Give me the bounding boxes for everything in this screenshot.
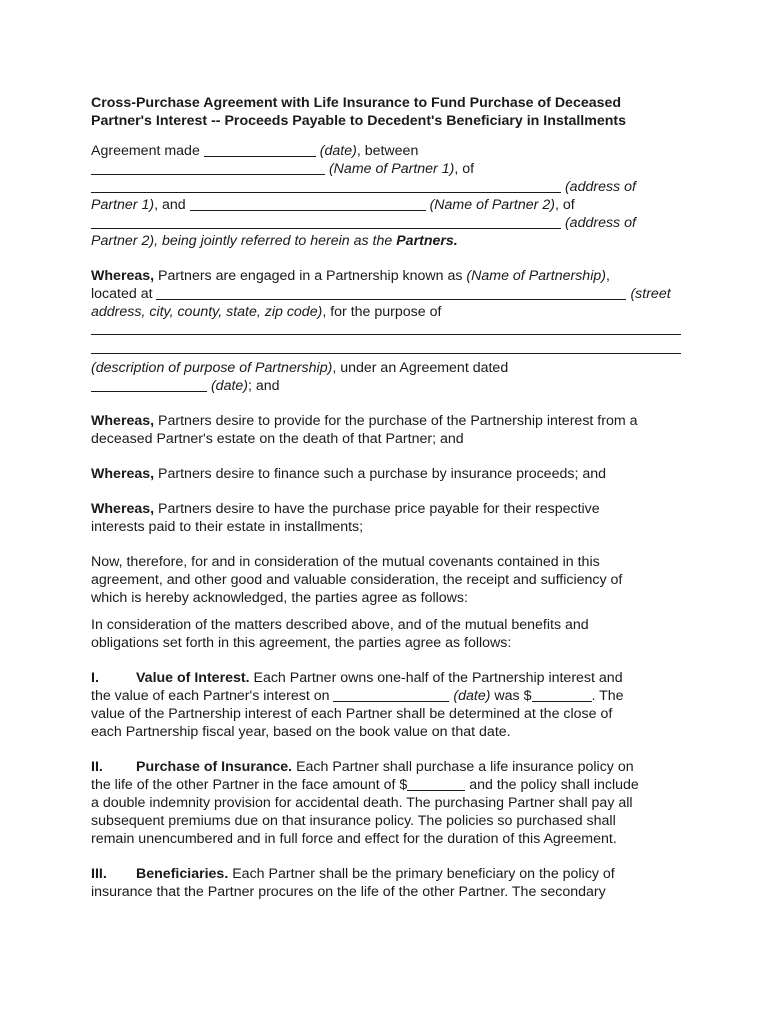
sec2-line-3: a double indemnity provision for accidental death. The purchasing Partner shall pay all xyxy=(91,795,633,811)
partner1-name-label: (Name of Partner 1) xyxy=(328,161,455,177)
address-label: address, city, county, state, zip code) xyxy=(91,304,323,320)
section-number: I. xyxy=(91,670,99,686)
whereas1-line-3 xyxy=(91,303,683,321)
section-number: II. xyxy=(91,759,103,775)
between-text: , between xyxy=(356,143,419,159)
whereas1-line-6 xyxy=(91,359,683,377)
valuation-date-blank[interactable] xyxy=(333,687,449,702)
document-page xyxy=(91,94,683,901)
value-amount-blank[interactable] xyxy=(532,687,592,702)
sec1-text-a: the value of each Partner's interest on xyxy=(91,688,334,704)
intro-line-6 xyxy=(91,232,683,250)
sec3-text: Each Partner shall be the primary beneficiary on the policy of xyxy=(228,866,615,882)
intro-line-2 xyxy=(91,160,683,178)
date-blank[interactable] xyxy=(204,142,316,157)
sec1-text-b: was $ xyxy=(490,688,532,704)
sec1-text: Each Partner owns one-half of the Partnership interest and xyxy=(249,670,623,686)
sec1-line-2 xyxy=(91,687,683,705)
sec2-line-1 xyxy=(91,758,683,776)
agreement-made-text: Agreement made xyxy=(91,143,200,159)
located-at-text: located at xyxy=(91,286,153,302)
whereas-purchase-paragraph xyxy=(91,412,683,448)
whereas1-line-2 xyxy=(91,285,683,303)
now-therefore-line-2: agreement, and other good and valuable consideration, the receipt and sufficiency of xyxy=(91,572,623,588)
sec2-line-5: remain unencumbered and in full force and effect for the duration of this Agreement. xyxy=(91,831,617,847)
sec3-line-1 xyxy=(91,865,683,883)
partner2-jointly-text: Partner 2), being jointly referred to herein as the xyxy=(91,233,393,249)
and-text-2: ; and xyxy=(248,378,280,394)
sec2-text: Each Partner shall purchase a life insurance policy on xyxy=(292,759,634,775)
of-text: , of xyxy=(454,161,475,177)
sec1-text-c: . The xyxy=(591,688,624,704)
for-purpose-text: , for the purpose of xyxy=(322,304,442,320)
section-heading: Value of Interest. xyxy=(136,670,250,686)
sec1-line-3: value of the Partnership interest of each Partner shall be determined at the close of xyxy=(91,706,613,722)
whereas1-line-1 xyxy=(91,267,683,285)
whereas-partnership-paragraph xyxy=(91,267,683,395)
consideration-line-2: obligations set forth in this agreement, the parties agree as follows: xyxy=(91,635,512,651)
partner2-name-blank[interactable] xyxy=(190,196,426,211)
whereas-label: Whereas, xyxy=(91,466,155,482)
whereas2-line-1 xyxy=(91,412,683,430)
valuation-date-label: (date) xyxy=(453,688,491,704)
whereas3-line-1 xyxy=(91,465,683,483)
intro-line-3 xyxy=(91,178,683,196)
consideration-line-1: In consideration of the matters described above, and of the mutual benefits and xyxy=(91,617,589,633)
section-value-of-interest xyxy=(91,669,683,741)
partner2-address-blank[interactable] xyxy=(91,214,561,229)
agreement-date-blank[interactable] xyxy=(91,377,207,392)
address-of-label: (address of xyxy=(564,179,636,195)
purpose-blank-2[interactable] xyxy=(91,340,681,354)
whereas1-line-7 xyxy=(91,377,683,395)
sec1-line-1 xyxy=(91,669,683,687)
purpose-blank-1[interactable] xyxy=(91,321,681,335)
section-number: III. xyxy=(91,866,107,882)
comma: , xyxy=(605,268,610,284)
partner1-address-blank[interactable] xyxy=(91,178,561,193)
intro-line-5 xyxy=(91,214,683,232)
partnership-name-label: (Name of Partnership) xyxy=(466,268,606,284)
whereas4-line-1 xyxy=(91,500,683,518)
partners-defined-term: Partners. xyxy=(396,233,458,249)
sec2-line-2 xyxy=(91,776,683,794)
sec2-text-b: and the policy shall include xyxy=(465,777,639,793)
partner2-name-label: (Name of Partner 2) xyxy=(429,197,555,213)
now-therefore-line-3: which is hereby acknowledged, the parties agree as follows: xyxy=(91,590,468,606)
partner1-label: Partner 1) xyxy=(91,197,155,213)
document-title xyxy=(91,94,683,130)
whereas1-text: Partners are engaged in a Partnership known as xyxy=(154,268,467,284)
intro-paragraph xyxy=(91,142,683,250)
whereas4-line-2: interests paid to their estate in installments; xyxy=(91,519,364,535)
under-agreement-text: , under an Agreement dated xyxy=(332,360,509,376)
address-of-label-2: (address of xyxy=(564,215,636,231)
street-address-blank[interactable] xyxy=(156,285,626,300)
and-text: , and xyxy=(154,197,186,213)
date-label: (date) xyxy=(319,143,357,159)
intro-line-4 xyxy=(91,196,683,214)
whereas2-line-2: deceased Partner's estate on the death of that Partner; and xyxy=(91,431,464,447)
agreement-date-label: (date) xyxy=(210,378,249,394)
whereas-label: Whereas, xyxy=(91,413,155,429)
title-line-2: Partner's Interest -- Proceeds Payable to Decedent's Beneficiary in Installments xyxy=(91,113,627,129)
intro-line-1 xyxy=(91,142,683,160)
purpose-description-label: (description of purpose of Partnership) xyxy=(91,360,333,376)
now-therefore-line-1: Now, therefore, for and in consideration of the mutual covenants contained in this xyxy=(91,554,600,570)
whereas4-text: Partners desire to have the purchase price payable for their respective xyxy=(154,501,600,517)
consideration-paragraph xyxy=(91,616,683,652)
sec3-line-2: insurance that the Partner procures on the life of the other Partner. The secondary xyxy=(91,884,606,900)
section-heading: Beneficiaries. xyxy=(136,866,229,882)
whereas3-text: Partners desire to finance such a purchase by insurance proceeds; and xyxy=(154,466,606,482)
whereas-label: Whereas, xyxy=(91,501,155,517)
face-amount-blank[interactable] xyxy=(407,776,465,791)
whereas-finance-paragraph xyxy=(91,465,683,483)
now-therefore-paragraph xyxy=(91,553,683,607)
street-label: (street xyxy=(630,286,671,302)
sec1-line-4: each Partnership fiscal year, based on the book value on that date. xyxy=(91,724,511,740)
partner1-name-blank[interactable] xyxy=(91,160,325,175)
sec2-text-a: the life of the other Partner in the face amount of $ xyxy=(91,777,408,793)
whereas-label: Whereas, xyxy=(91,268,155,284)
whereas-installments-paragraph xyxy=(91,500,683,536)
section-beneficiaries xyxy=(91,865,683,901)
sec2-line-4: subsequent premiums due on that insurance policy. The policies so purchased shall xyxy=(91,813,616,829)
section-purchase-of-insurance xyxy=(91,758,683,848)
title-line-1: Cross-Purchase Agreement with Life Insurance to Fund Purchase of Deceased xyxy=(91,95,622,111)
section-heading: Purchase of Insurance. xyxy=(136,759,293,775)
whereas2-text: Partners desire to provide for the purchase of the Partnership interest from a xyxy=(154,413,638,429)
of-text-2: , of xyxy=(554,197,575,213)
